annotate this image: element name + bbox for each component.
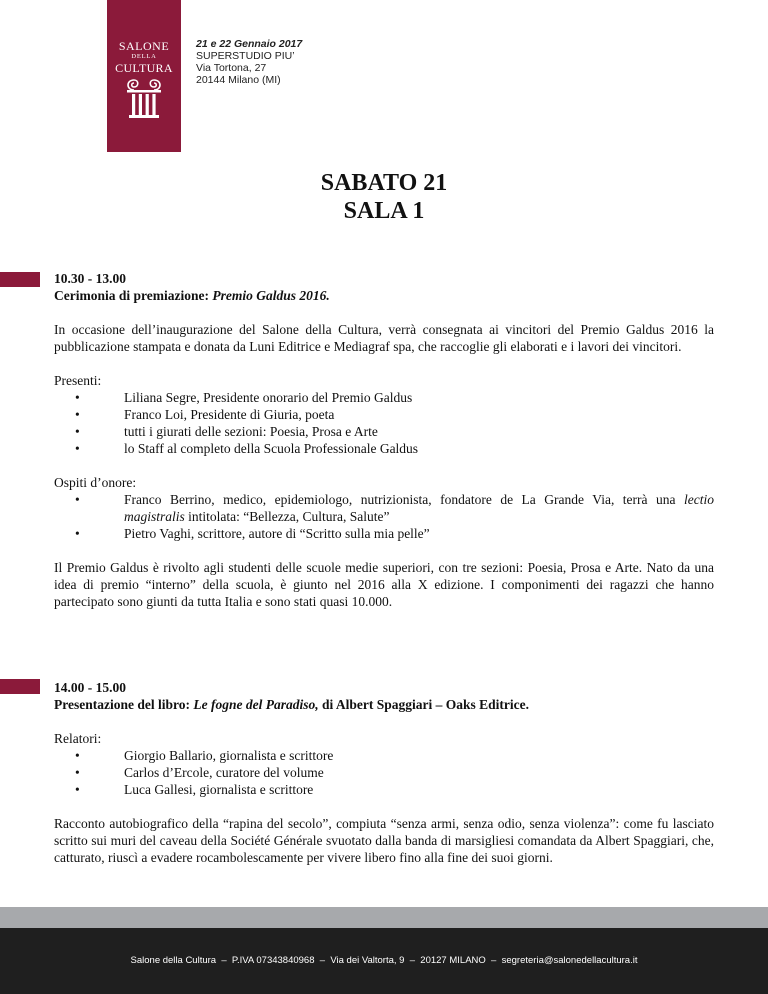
venue-street: Via Tortona, 27 xyxy=(196,62,267,74)
event-2-description: Racconto autobiografico della “rapina del secolo”, compiuta “senza armi, senza odio, senza violenza”: come fu lasciato scritto sui muri del caveau della Société Générale svuotato dalla banda di marsigliesi comandata da Albert Spaggiari, che, catturato, riuscì a evadere rocambolescamente per vivere libero fino alla fine dei suoi giorni. xyxy=(54,816,714,865)
event-dates: 21 e 22 Gennaio 2017 xyxy=(196,38,303,50)
list-item: • Liliana Segre, Presidente onorario del Premio Galdus xyxy=(75,390,413,405)
list-item: • Carlos d’Ercole, curatore del volume xyxy=(75,765,324,780)
venue-city: 20144 Milano (MI) xyxy=(196,74,281,86)
list-item: • Franco Berrino, medico, epidemiologo, nutrizionista, fondatore de La Grande Via, terrà una lectio magistralis intitolata: “Bellezza, Cultura, Salute” xyxy=(75,492,714,524)
list-item: • Luca Gallesi, giornalista e scrittore xyxy=(75,782,314,797)
present-list xyxy=(54,389,714,457)
bullet-icon: • xyxy=(75,441,80,456)
bullet-icon: • xyxy=(75,748,80,763)
bullet-icon: • xyxy=(75,407,80,422)
list-item: • Pietro Vaghi, scrittore, autore di “Scritto sulla mia pelle” xyxy=(75,526,430,541)
guests-list xyxy=(54,491,714,542)
event-2-time: 14.00 - 15.00 xyxy=(54,680,126,695)
guests-label: Ospiti d’onore: xyxy=(54,475,137,490)
event-2-heading: Presentazione del libro: xyxy=(54,697,194,712)
page-title-room: SALA 1 xyxy=(343,198,425,224)
bullet-icon: • xyxy=(75,782,80,797)
event-section-2: 14.00 - 15.00 Presentazione del libro: Le fogne del Paradiso, di Albert Spaggiari – Oaks Editrice. Relatori: • Giorgio Ballario, giornalista e scrittore • Carlos d’Ercole, curatore del volume • Luca Gallesi, giornalista e scrittore Racconto autobiografico della “rapina del secolo”, compiuta “senza armi, senza odio, senza violenza”: come fu lasciato scritto sui muri del caveau della Société Générale svuotato dalla banda di marsigliesi comandata da Albert Spaggiari, che, catturato, riuscì a evadere rocambolescamente per vivere libero fino alla fine dei suoi giorni. xyxy=(54,680,714,865)
section-marker-1 xyxy=(0,272,40,287)
event-2-heading-title: Le fogne del Paradiso, xyxy=(193,697,319,712)
bullet-icon: • xyxy=(75,526,80,541)
logo-line-3: CULTURA xyxy=(115,61,173,75)
logo-line-1: SALONE xyxy=(118,39,170,53)
bullet-icon: • xyxy=(75,492,80,507)
bullet-icon: • xyxy=(75,765,80,780)
speakers-label: Relatori: xyxy=(54,731,102,746)
venue-name: SUPERSTUDIO PIU’ xyxy=(196,50,295,62)
event-1-heading-title: Premio Galdus 2016. xyxy=(212,288,330,303)
section-marker-2 xyxy=(0,679,40,694)
list-item: • Franco Loi, Presidente di Giuria, poeta xyxy=(75,407,335,422)
list-item: • lo Staff al completo della Scuola Professionale Galdus xyxy=(75,441,419,456)
event-section-1 xyxy=(54,270,714,627)
event-1-intro: In occasione dell’inaugurazione del Salone della Cultura, verrà consegnata ai vincitori del Premio Galdus 2016 la pubblicazione stampata e donata da Luni Editrice e Mediagraf spa, che raccoglie gli elaborati e i lavori dei vincitori. xyxy=(54,322,714,354)
event-header-info xyxy=(196,38,302,86)
page-title-day: SABATO 21 xyxy=(320,170,448,196)
event-1-heading: Cerimonia di premiazione: xyxy=(54,288,213,303)
list-item: • Giorgio Ballario, giornalista e scrittore xyxy=(75,748,334,763)
logo-line-2: DELLA xyxy=(131,53,157,60)
column-capital-icon xyxy=(124,79,164,123)
event-1-closing: Il Premio Galdus è rivolto agli studenti delle scuole medie superiori, con tre sezioni: Poesia, Prosa e Arte. Nato da una idea di premio “interno” della scuola, è giunto nel 2016 alla X edizione. I componimenti dei ragazzi che hanno partecipato sono giunti da tutta Italia e sono stati quasi 10.000. xyxy=(54,560,714,609)
bullet-icon: • xyxy=(75,424,80,439)
list-item: • tutti i giurati delle sezioni: Poesia, Prosa e Arte xyxy=(75,424,378,439)
bullet-icon: • xyxy=(75,390,80,405)
speakers-list xyxy=(54,747,714,798)
salone-della-cultura-logo xyxy=(107,0,181,152)
page-footer xyxy=(0,928,768,994)
footer-divider-bar xyxy=(0,907,768,928)
page-title xyxy=(0,169,768,225)
footer-text: Salone della Cultura – P.IVA 07343840968 – Via dei Valtorta, 9 – 20127 MILANO – segreteria@salonedellacultura.it xyxy=(130,955,638,966)
event-1-time: 10.30 - 13.00 xyxy=(54,271,126,286)
present-label: Presenti: xyxy=(54,373,102,388)
